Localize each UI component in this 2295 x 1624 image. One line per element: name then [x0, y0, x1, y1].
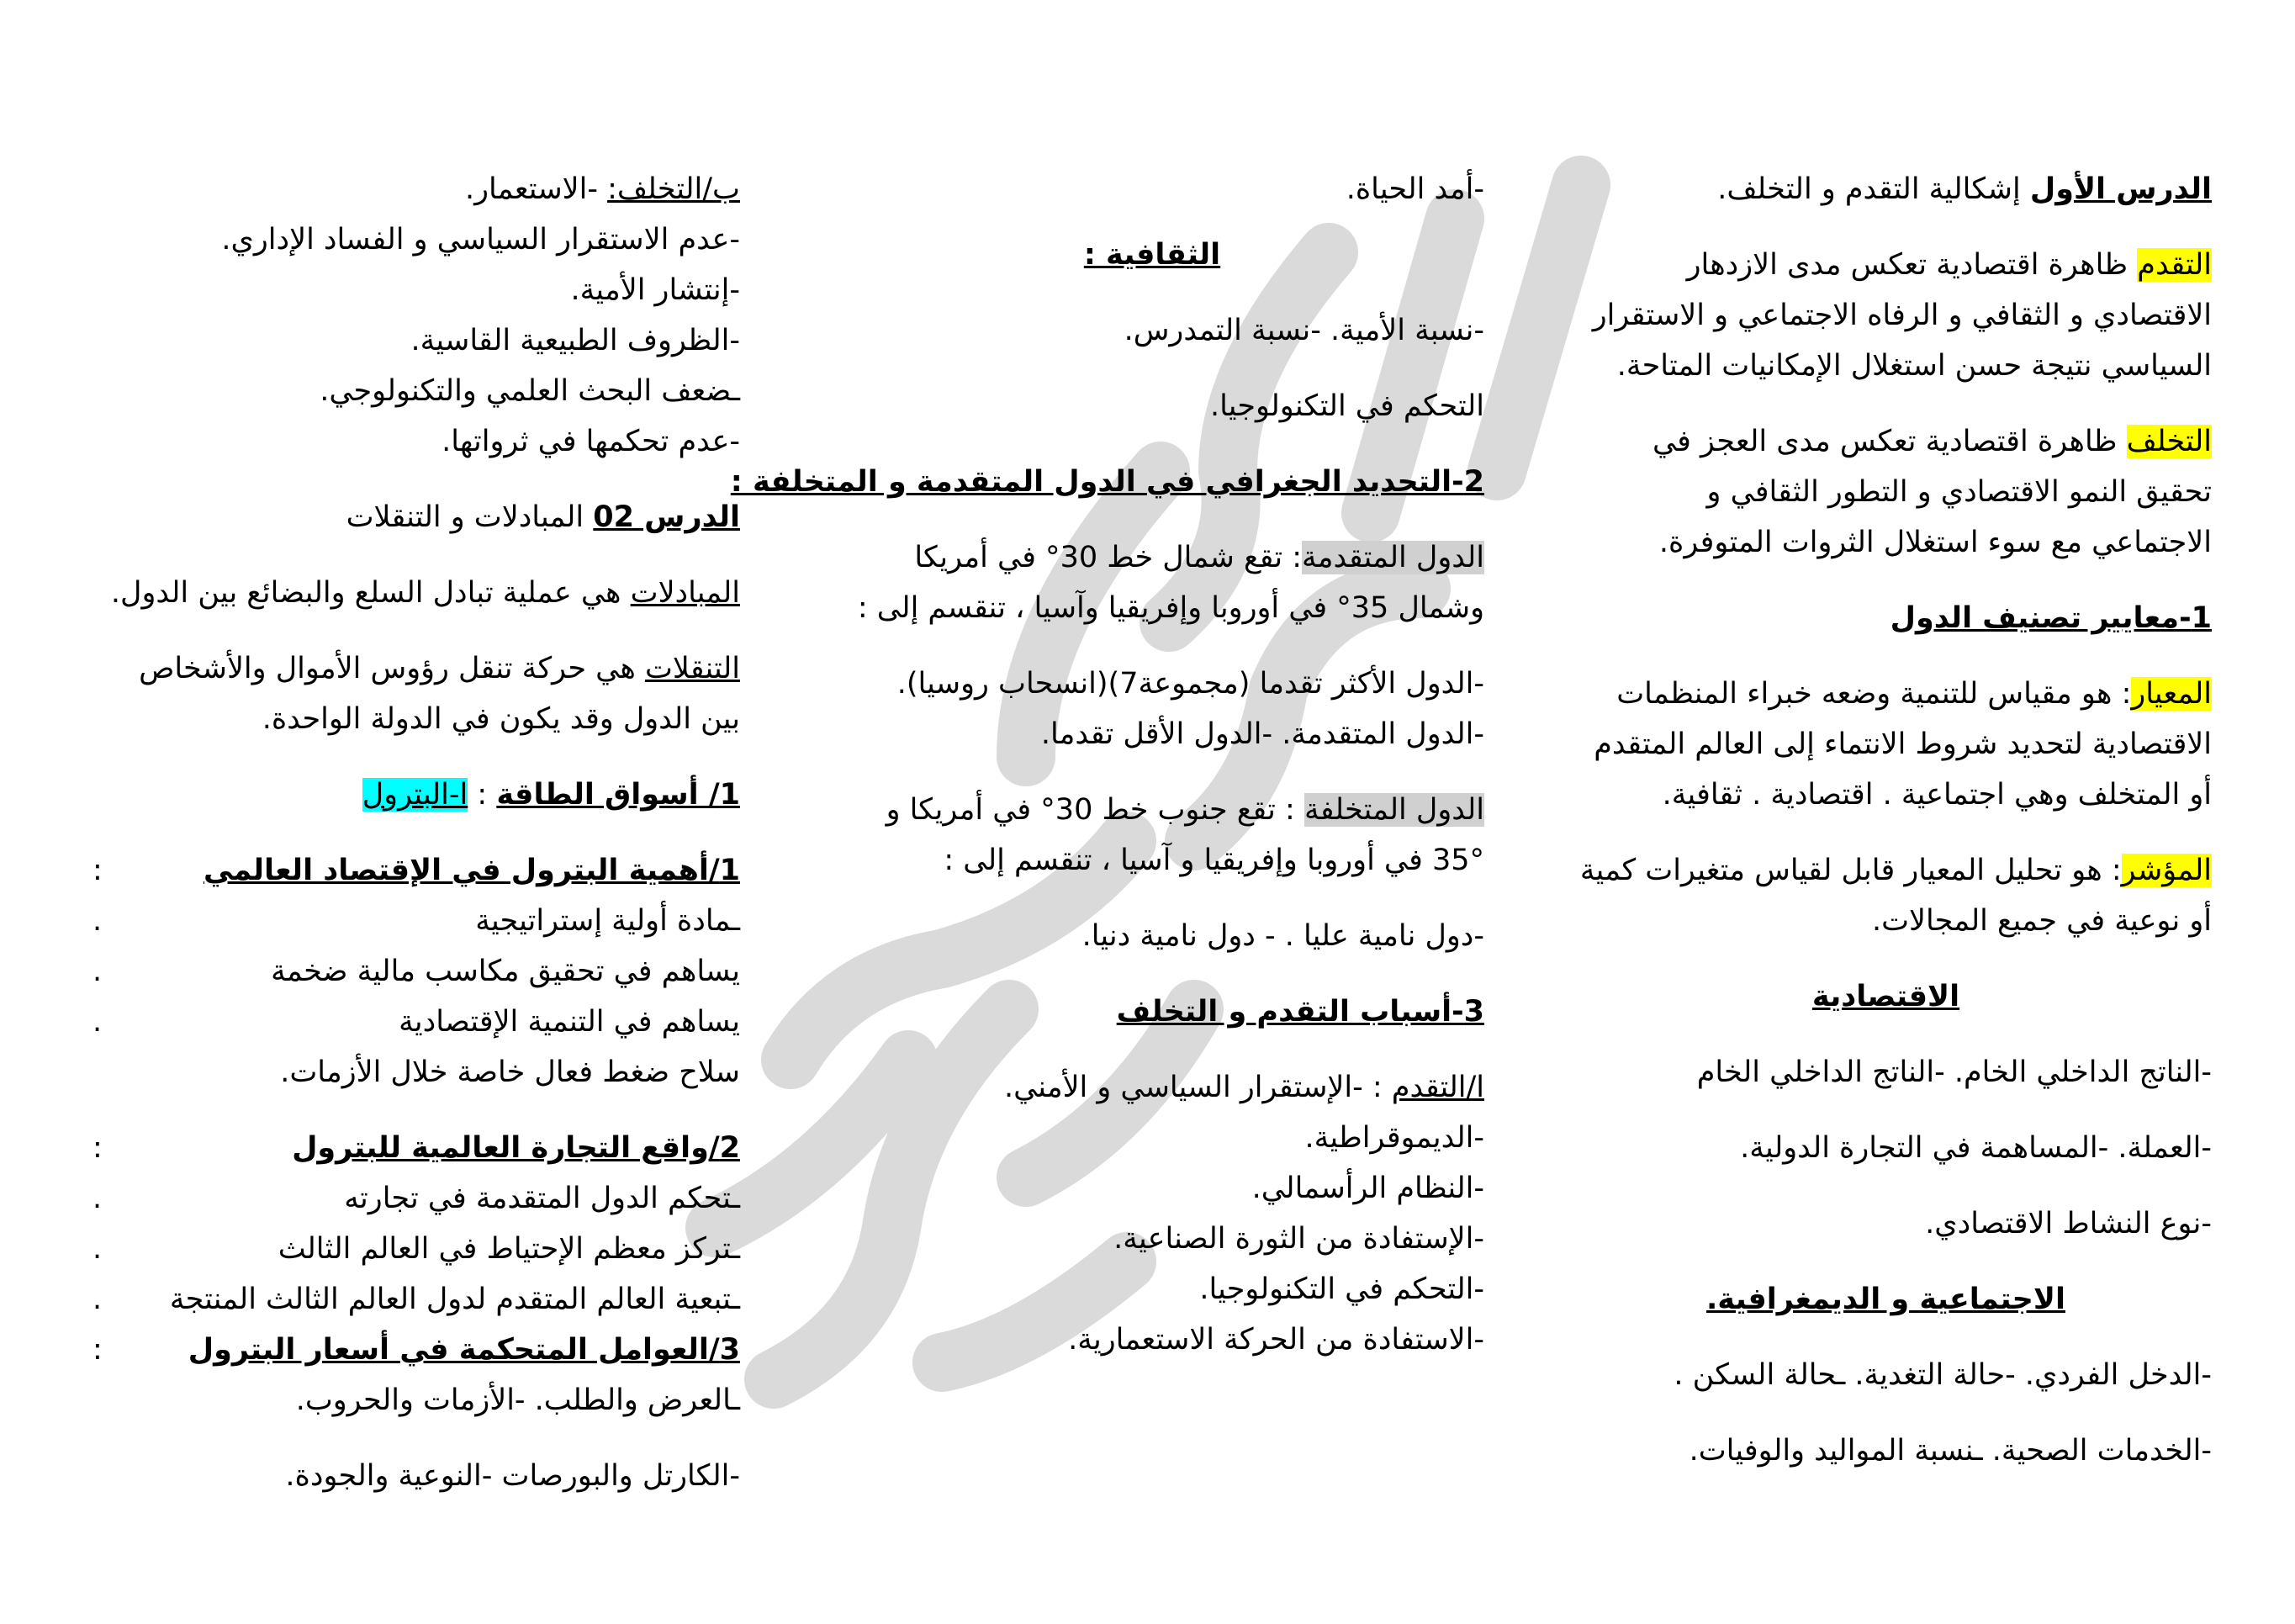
factors-title: 3/العوامل المتحكمة في أسعار البترول	[188, 1333, 740, 1367]
importance-item-4: سلاح ضغط فعال خاصة خلال الأزمات.	[280, 1055, 740, 1089]
movements-def-line1	[93, 643, 740, 694]
underdeveloped-term: الدول المتخلفة	[1303, 793, 1484, 827]
column-middle	[730, 164, 1484, 1365]
progress-def-line1	[1560, 240, 2212, 290]
underdev-def-line3: الاجتماعي مع سوء استغلال الثروات المتوفرة.	[1658, 526, 2212, 559]
exchanges-term: المبادلات	[630, 576, 740, 610]
importance-dot-2: .	[93, 955, 103, 988]
developed-term: الدول المتقدمة	[1302, 541, 1484, 574]
indicator-text-1: : هو تحليل المعيار قابل لقياس متغيرات كمية	[1579, 854, 2122, 887]
importance-item-2	[93, 946, 740, 997]
cause-progress-label: ا/التقدم	[1391, 1071, 1484, 1104]
cause-progress-text-1: : -الإستقرار السياسي و الأمني.	[1003, 1071, 1392, 1104]
cause-underdev-text-1: -الاستعمار.	[464, 172, 608, 206]
progress-def-line2: الاقتصادي و الثقافي و الرفاه الاجتماعي و الاستقرار	[1592, 299, 2212, 332]
lesson2-title: المبادلات و التنقلات	[346, 500, 594, 534]
lesson2-label: الدرس 02	[593, 500, 740, 534]
indicator-def-line2: أو نوعية في جميع المجالات.	[1871, 904, 2212, 938]
criterion-text-1: : هو مقياس للتنمية وضعه خبراء المنظمات	[1616, 677, 2132, 711]
cause-progress-item-5: -التحكم في التكنولوجيا.	[1199, 1272, 1484, 1306]
importance-text-1: ـمادة أولية إستراتيجية	[475, 904, 740, 938]
factors-colon: :	[93, 1333, 103, 1367]
criteria-heading: 1-معايير تصنيف الدول	[1890, 601, 2212, 635]
geo-heading: 2-التحديد الجغرافي في الدول المتقدمة و المتخلفة :	[730, 465, 1484, 499]
importance-colon: :	[93, 854, 103, 887]
criterion-def-line3: أو المتخلف وهي اجتماعية . اقتصادية . ثقافية.	[1662, 778, 2212, 812]
importance-dot-3: .	[93, 1005, 103, 1039]
energy-title: 1/ أسواق الطاقة	[496, 778, 740, 812]
social-item-2: -الخدمات الصحية. ـنسبة المواليد والوفيات.	[1689, 1434, 2212, 1468]
cause-progress-item-3: -النظام الرأسمالي.	[1251, 1172, 1484, 1205]
trade-colon: :	[93, 1131, 103, 1165]
social-heading: الاجتماعية و الديمغرافية.	[1706, 1283, 2065, 1316]
factors-item-2: -الكارتل والبورصات -النوعية والجودة.	[285, 1459, 740, 1493]
underdeveloped-def-line1	[820, 785, 1484, 835]
progress-def-line3: السياسي نتيجة حسن استغلال الإمكانيات المتاحة.	[1616, 349, 2212, 383]
cause-progress-item-6: -الاستفادة من الحركة الاستعمارية.	[1068, 1323, 1484, 1357]
cause-underdev-item-4: -الظروف الطبيعية القاسية.	[410, 324, 740, 357]
criterion-term: المعيار	[2131, 677, 2212, 711]
cause-progress-item-2: -الديموقراطية.	[1304, 1121, 1484, 1155]
causes-heading: 3-أسباب التقدم و التخلف	[1116, 995, 1484, 1029]
indicator-def-line1	[1560, 845, 2212, 896]
developed-def-line1	[820, 532, 1484, 583]
cause-underdev-item-2: -عدم الاستقرار السياسي و الفساد الإداري.	[221, 223, 740, 257]
underdeveloped-text-1: : تقع جنوب خط 30° في أمريكا و	[886, 793, 1304, 827]
lesson2-heading	[93, 492, 740, 542]
importance-text-3: يساهم في التنمية الإقتصادية	[399, 1005, 740, 1039]
underdev-text-1: ظاهرة اقتصادية تعكس مدى العجز في	[1652, 425, 2127, 458]
cause-progress-line1	[820, 1062, 1484, 1113]
cause-underdev-item-3: -إنتشار الأمية.	[570, 273, 740, 307]
economic-heading: الاقتصادية	[1811, 980, 1960, 1013]
underdev-def-line1	[1560, 416, 2212, 467]
cause-underdev-item-6: -عدم تحكمها في ثرواتها.	[442, 425, 740, 458]
exchanges-def	[93, 568, 740, 618]
cultural-item-1: -نسبة الأمية. -نسبة التمدرس.	[1124, 314, 1484, 347]
importance-heading	[93, 845, 740, 896]
cultural-item-2: التحكم في التكنولوجيا.	[1210, 389, 1484, 423]
economic-item-2: -العملة. -المساهمة في التجارة الدولية.	[1740, 1131, 2212, 1165]
underdeveloped-sub: -دول نامية عليا . - دول نامية دنيا.	[1081, 919, 1484, 953]
criterion-def-line1	[1560, 669, 2212, 719]
lesson1-heading	[1560, 164, 2212, 214]
lesson1-title: إشكالية التقدم و التخلف.	[1717, 172, 2030, 206]
criterion-def-line2: الاقتصادية لتحديد شروط الانتماء إلى العالم المتقدم	[1594, 727, 2212, 761]
importance-text-2: يساهم في تحقيق مكاسب مالية ضخمة	[271, 955, 740, 988]
progress-term: التقدم	[2137, 248, 2212, 282]
oil-label: ا-البترول	[362, 778, 468, 812]
underdev-term: التخلف	[2126, 425, 2212, 458]
trade-item-3	[93, 1274, 740, 1325]
trade-text-3: ـتبعية العالم المتقدم لدول العالم الثالث المنتجة	[169, 1283, 740, 1316]
trade-title: 2/واقع التجارة العالمية للبترول	[292, 1131, 740, 1165]
progress-text-1: ظاهرة اقتصادية تعكس مدى الازدهار	[1686, 248, 2138, 282]
trade-heading	[93, 1123, 740, 1173]
cause-progress-item-4: -الإستفادة من الثورة الصناعية.	[1113, 1222, 1484, 1256]
indicator-term: المؤشر	[2121, 854, 2212, 887]
exchanges-text: هي عملية تبادل السلع والبضائع بين الدول.	[110, 576, 631, 610]
energy-sep: :	[468, 778, 497, 812]
economic-item-3: -نوع النشاط الاقتصادي.	[1925, 1207, 2212, 1240]
trade-item-1	[93, 1173, 740, 1224]
movements-text-1: هي حركة تنقل رؤوس الأموال والأشخاص	[139, 652, 645, 685]
developed-sub-1: -الدول الأكثر تقدما (مجموعة7)(انسحاب روسيا).	[896, 667, 1484, 701]
column-right	[1560, 164, 2212, 1476]
lesson1-label: الدرس الأول	[2029, 172, 2212, 206]
trade-text-1: ـتحكم الدول المتقدمة في تجارته	[344, 1182, 740, 1215]
column-left	[93, 164, 740, 1501]
trade-dot-1: .	[93, 1182, 103, 1215]
developed-text-1: : تقع شمال خط 30° في أمريكا	[914, 541, 1302, 574]
cultural-heading: الثقافية :	[1083, 238, 1221, 272]
economic-item-1: -الناتج الداخلي الخام. -الناتج الداخلي الخام	[1696, 1055, 2212, 1089]
trade-dot-2: .	[93, 1232, 103, 1266]
movements-term: التنقلات	[644, 652, 740, 685]
trade-item-2	[93, 1224, 740, 1274]
factors-item-1: ـالعرض والطلب. -الأزمات والحروب.	[295, 1383, 740, 1417]
trade-dot-3: .	[93, 1283, 103, 1316]
movements-def-line2: بين الدول وقد يكون في الدولة الواحدة.	[262, 702, 740, 736]
importance-dot-1: .	[93, 904, 103, 938]
importance-item-3	[93, 997, 740, 1047]
cause-underdev-item-5: ـضعف البحث العلمي والتكنولوجي.	[320, 374, 740, 408]
developed-sub-2: -الدول المتقدمة. -الدول الأقل تقدما.	[1040, 717, 1484, 751]
energy-heading	[93, 770, 740, 820]
trade-text-2: ـتركز معظم الإحتياط في العالم الثالث	[278, 1232, 740, 1266]
underdev-def-line2: تحقيق النمو الاقتصادي و التطور الثقافي و	[1706, 475, 2212, 509]
importance-item-1	[93, 896, 740, 946]
importance-title: 1/أهمية البترول في الإقتصاد العالمي	[204, 854, 740, 887]
factors-heading	[93, 1325, 740, 1375]
cause-underdev-line1	[93, 164, 740, 214]
social-item-1: -الدخل الفردي. -حالة التغدية. ـحالة السكن .	[1674, 1358, 2212, 1392]
life-expectancy-item: -أمد الحياة.	[1346, 172, 1484, 206]
underdeveloped-def-line2: 35° في أوروبا وإفريقيا و آسيا ، تنقسم إلى :	[944, 844, 1484, 877]
cause-underdev-label: ب/التخلف:	[607, 172, 740, 206]
developed-def-line2: وشمال 35° في أوروبا وإفريقيا وآسيا ، تنقسم إلى :	[857, 591, 1484, 625]
